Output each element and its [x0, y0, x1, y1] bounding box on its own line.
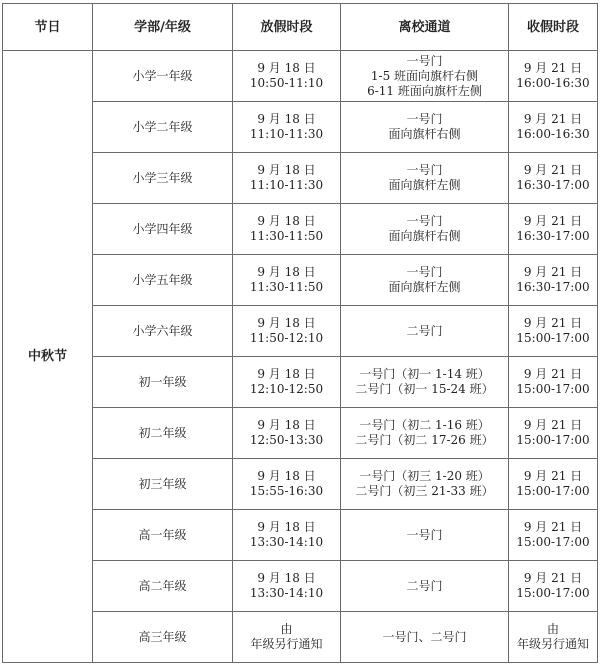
leave-time-cell: [233, 51, 341, 102]
leave-time-line: 11:50-12:10: [249, 331, 324, 345]
return-time-line: 9 月 21 日: [523, 316, 583, 330]
return-time-cell: [509, 153, 598, 204]
exit-gate-cell: [341, 255, 509, 306]
leave-time-line: 9 月 18 日: [257, 418, 316, 432]
return-time-line: 16:00-16:30: [516, 127, 590, 141]
table-row: [3, 357, 598, 408]
exit-gate-cell: [341, 102, 509, 153]
header-row: [3, 4, 598, 51]
exit-gate-line: 二号门（初二 17-26 班）: [355, 433, 494, 447]
return-time-cell: [509, 408, 598, 459]
leave-time-line: 由: [280, 622, 293, 636]
table-row: [3, 255, 598, 306]
exit-gate-line: 一号门（初二 1-16 班）: [359, 418, 490, 432]
grade-cell: 小学一年级: [93, 51, 233, 102]
leave-time-line: 10:50-11:10: [249, 76, 324, 90]
leave-time-line: 9 月 18 日: [257, 316, 316, 330]
leave-time-line: 年级另行通知: [250, 637, 323, 651]
grade-cell: 小学五年级: [93, 255, 233, 306]
exit-gate-line: 面向旗杆左侧: [388, 280, 461, 294]
return-time-cell: [509, 510, 598, 561]
exit-gate-line: 6-11 班面向旗杆左侧: [367, 83, 482, 98]
exit-gate-line: 一号门: [406, 53, 443, 68]
return-time-line: 15:00-17:00: [516, 331, 590, 345]
leave-time-line: 9 月 18 日: [257, 571, 316, 585]
leave-time-line: 9 月 18 日: [257, 112, 316, 126]
return-time-cell: [509, 204, 598, 255]
exit-gate-cell: [341, 357, 509, 408]
leave-time-line: 11:30-11:50: [249, 229, 324, 243]
leave-time-line: 15:55-16:30: [249, 484, 324, 498]
leave-time-cell: [233, 357, 341, 408]
return-time-line: 9 月 21 日: [523, 469, 583, 483]
leave-time-line: 11:10-11:30: [249, 127, 324, 141]
leave-time-line: 9 月 18 日: [257, 367, 316, 381]
leave-time-line: 9 月 18 日: [257, 214, 316, 228]
header-exit-gate: 离校通道: [341, 4, 509, 51]
exit-gate-line: 一号门: [406, 265, 443, 279]
exit-gate-line: 一号门: [406, 527, 443, 542]
table-row: [3, 306, 598, 357]
grade-cell: 小学二年级: [93, 102, 233, 153]
return-time-line: 9 月 21 日: [523, 61, 583, 75]
leave-time-cell: [233, 561, 341, 612]
exit-gate-line: 面向旗杆左侧: [388, 178, 461, 192]
return-time-cell: [509, 102, 598, 153]
return-time-line: 由: [546, 622, 559, 636]
leave-time-cell: [233, 612, 341, 663]
table-row: [3, 510, 598, 561]
leave-time-line: 9 月 18 日: [257, 520, 316, 534]
table-row: [3, 408, 598, 459]
header-return-time: 收假时段: [509, 4, 598, 51]
exit-gate-cell: [341, 51, 509, 102]
holiday-schedule-table: [2, 3, 598, 663]
leave-time-line: 12:50-13:30: [249, 433, 324, 447]
exit-gate-cell: [341, 306, 509, 357]
leave-time-line: 13:30-14:10: [249, 586, 324, 600]
return-time-line: 9 月 21 日: [523, 418, 583, 432]
leave-time-cell: [233, 102, 341, 153]
return-time-line: 9 月 21 日: [523, 367, 583, 381]
leave-time-cell: [233, 255, 341, 306]
table-row: [3, 153, 598, 204]
exit-gate-line: 面向旗杆右侧: [388, 127, 461, 141]
leave-time-cell: [233, 306, 341, 357]
exit-gate-cell: [341, 153, 509, 204]
leave-time-cell: [233, 510, 341, 561]
table-row: [3, 51, 598, 102]
return-time-cell: [509, 357, 598, 408]
table-row: [3, 102, 598, 153]
exit-gate-line: 二号门: [406, 578, 443, 593]
return-time-line: 16:00-16:30: [516, 76, 590, 90]
return-time-line: 年级另行通知: [516, 637, 589, 651]
table-row: [3, 612, 598, 663]
leave-time-line: 9 月 18 日: [257, 469, 316, 483]
exit-gate-line: 一号门: [406, 163, 443, 177]
return-time-line: 15:00-17:00: [516, 586, 590, 600]
return-time-cell: [509, 51, 598, 102]
return-time-line: 16:30-17:00: [516, 280, 590, 294]
exit-gate-line: 一号门（初三 1-20 班）: [359, 469, 490, 483]
leave-time-cell: [233, 459, 341, 510]
leave-time-cell: [233, 153, 341, 204]
return-time-line: 16:30-17:00: [516, 229, 590, 243]
table-row: [3, 204, 598, 255]
header-grade: 学部/年级: [93, 4, 233, 51]
return-time-cell: [509, 306, 598, 357]
return-time-line: 15:00-17:00: [516, 535, 590, 549]
grade-cell: 小学四年级: [93, 204, 233, 255]
return-time-line: 9 月 21 日: [523, 112, 583, 126]
leave-time-line: 11:10-11:30: [249, 178, 324, 192]
return-time-line: 9 月 21 日: [523, 520, 583, 534]
return-time-line: 9 月 21 日: [523, 214, 583, 228]
exit-gate-line: 二号门（初一 15-24 班）: [355, 382, 494, 396]
leave-time-line: 9 月 18 日: [257, 163, 316, 177]
festival-cell: 中秋节: [3, 51, 93, 663]
return-time-line: 15:00-17:00: [516, 433, 590, 447]
return-time-line: 9 月 21 日: [523, 571, 583, 585]
return-time-line: 9 月 21 日: [523, 265, 583, 279]
leave-time-line: 11:30-11:50: [249, 280, 324, 294]
return-time-line: 15:00-17:00: [516, 484, 590, 498]
exit-gate-cell: [341, 459, 509, 510]
table-row: [3, 459, 598, 510]
return-time-cell: [509, 255, 598, 306]
header-festival: 节日: [3, 4, 93, 51]
exit-gate-line: 1-5 班面向旗杆右侧: [370, 68, 479, 83]
leave-time-line: 9 月 18 日: [257, 61, 316, 75]
exit-gate-line: 二号门: [406, 323, 443, 338]
grade-cell: 初一年级: [93, 357, 233, 408]
grade-cell: 初二年级: [93, 408, 233, 459]
table-row: [3, 561, 598, 612]
exit-gate-line: 一号门: [406, 112, 443, 126]
exit-gate-cell: [341, 510, 509, 561]
leave-time-line: 9 月 18 日: [257, 265, 316, 279]
exit-gate-line: 一号门: [406, 214, 443, 228]
return-time-cell: [509, 561, 598, 612]
grade-cell: 高二年级: [93, 561, 233, 612]
exit-gate-line: 二号门（初三 21-33 班）: [355, 484, 494, 498]
exit-gate-line: 面向旗杆右侧: [388, 229, 461, 243]
header-leave-time: 放假时段: [233, 4, 341, 51]
grade-cell: 小学三年级: [93, 153, 233, 204]
return-time-line: 9 月 21 日: [523, 163, 583, 177]
grade-cell: 高一年级: [93, 510, 233, 561]
exit-gate-line: 一号门、二号门: [382, 629, 467, 644]
leave-time-cell: [233, 204, 341, 255]
grade-cell: 高三年级: [93, 612, 233, 663]
exit-gate-cell: [341, 612, 509, 663]
return-time-cell: [509, 612, 598, 663]
leave-time-line: 12:10-12:50: [249, 382, 324, 396]
grade-cell: 初三年级: [93, 459, 233, 510]
grade-cell: 小学六年级: [93, 306, 233, 357]
leave-time-cell: [233, 408, 341, 459]
exit-gate-line: 一号门（初一 1-14 班）: [359, 367, 490, 381]
exit-gate-cell: [341, 561, 509, 612]
return-time-cell: [509, 459, 598, 510]
return-time-line: 15:00-17:00: [516, 382, 590, 396]
exit-gate-cell: [341, 408, 509, 459]
return-time-line: 16:30-17:00: [516, 178, 590, 192]
exit-gate-cell: [341, 204, 509, 255]
leave-time-line: 13:30-14:10: [249, 535, 324, 549]
